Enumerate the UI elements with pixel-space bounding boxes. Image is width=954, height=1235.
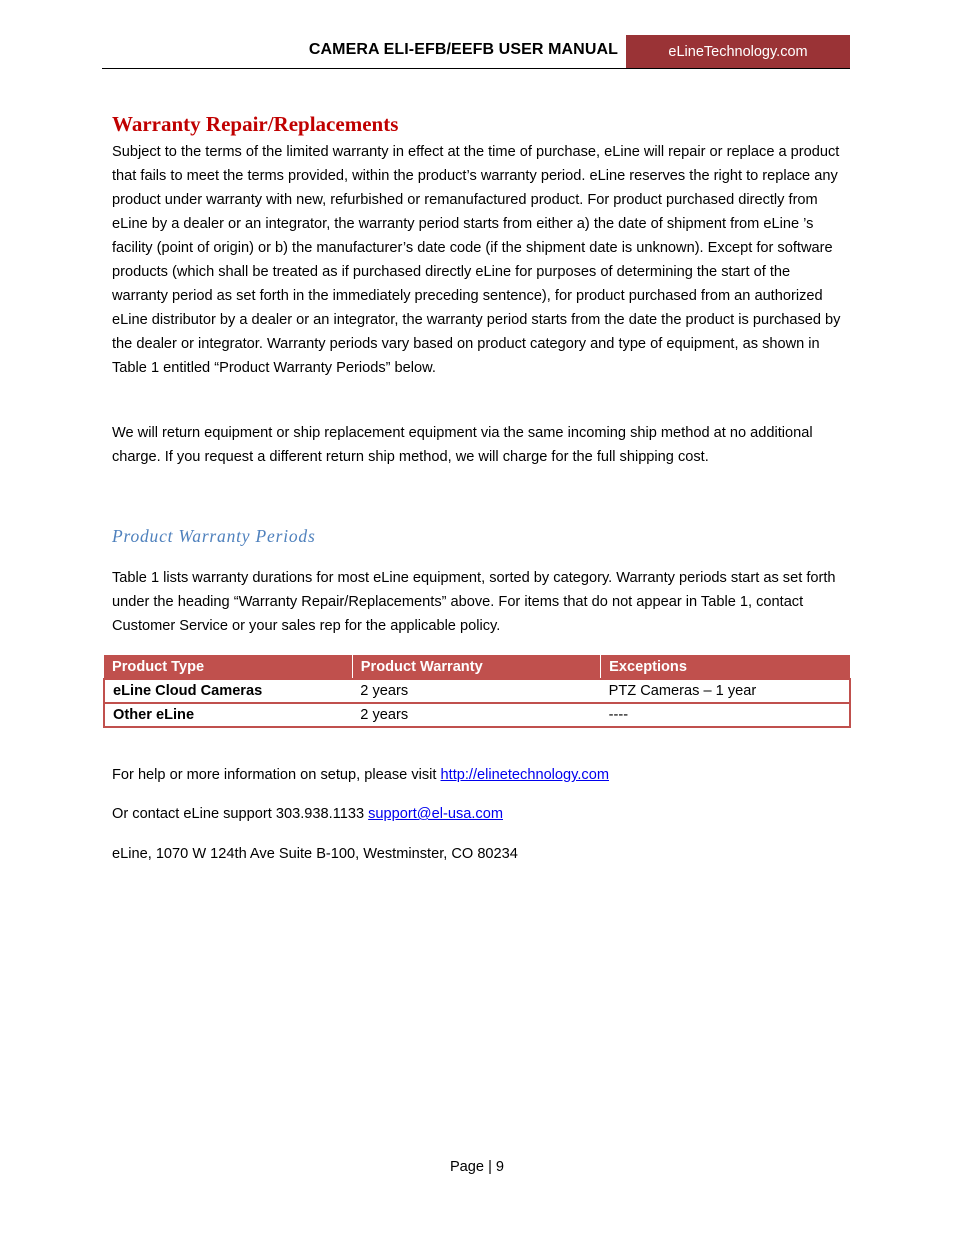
header-divider [102, 68, 850, 69]
cell-product-type: Other eLine [104, 703, 352, 727]
manual-title: CAMERA ELI-EFB/EEFB USER MANUAL [308, 41, 618, 58]
support-email-link[interactable]: support@el-usa.com [368, 806, 503, 822]
support-line [112, 802, 850, 826]
support-text: Or contact eLine support 303.938.1133 [112, 806, 369, 822]
header-product-type: Product Type [104, 655, 352, 679]
subsection-heading: Product Warranty Periods [112, 526, 316, 546]
table-header-row [104, 655, 850, 679]
warranty-paragraph-2: We will return equipment or ship replacement equipment via the same incoming ship method at no additional charge. If you request a different return ship method, we will charge for the full shipping cost. [112, 425, 813, 465]
cell-product-warranty: 2 years [352, 679, 600, 703]
cell-product-type: eLine Cloud Cameras [104, 679, 352, 703]
header-product-warranty: Product Warranty [352, 655, 600, 679]
table-row [104, 703, 850, 727]
section-heading: Warranty Repair/Replacements [112, 112, 399, 136]
cell-exceptions: PTZ Cameras – 1 year [601, 679, 850, 703]
help-line [112, 763, 850, 787]
cell-product-warranty: 2 years [352, 703, 600, 727]
warranty-paragraph-1: Subject to the terms of the limited warranty in effect at the time of purchase, eLine will repair or replace a product that fails to meet the terms provided, within the product’s warranty period. eLine reserves the right to replace any product under warranty with new, refurbished or remanufactured product. For product purchased directly from eLine by a dealer or an integrator, the warranty period starts from either a) the date of shipment from eLine ’s facility (point of origin) or b) the manufacturer’s date code (if the shipment date is unknown). Except for software products (which shall be treated as if purchased directly eLine for purposes of determining the start of the warranty period as set forth in the immediately preceding sentence), for product purchased from an authorized eLine distributor by a dealer or an integrator, the warranty period starts from the date the product is purchased by the dealer or integrator. Warranty periods vary based on product category and type of equipment, as shown in Table 1 entitled “Product Warranty Periods” below. [112, 144, 841, 376]
brand-banner: eLineTechnology.com [626, 35, 850, 68]
help-text: For help or more information on setup, please visit [112, 767, 441, 783]
page-number: Page | 9 [449, 1159, 505, 1175]
cell-exceptions: ---- [601, 703, 850, 727]
warranty-table [103, 655, 851, 728]
warranty-periods-paragraph: Table 1 lists warranty durations for most eLine equipment, sorted by category. Warranty periods start as set forth under the heading “Warranty Repair/Replacements” above. For items that do not appear in Table 1, contact Customer Service or your sales rep for the applicable policy. [112, 570, 836, 634]
website-link[interactable]: http://elinetechnology.com [440, 767, 610, 783]
table-row [104, 679, 850, 703]
address-line: eLine, 1070 W 124th Ave Suite B-100, Westminster, CO 80234 [112, 846, 518, 862]
header-exceptions: Exceptions [601, 655, 850, 679]
